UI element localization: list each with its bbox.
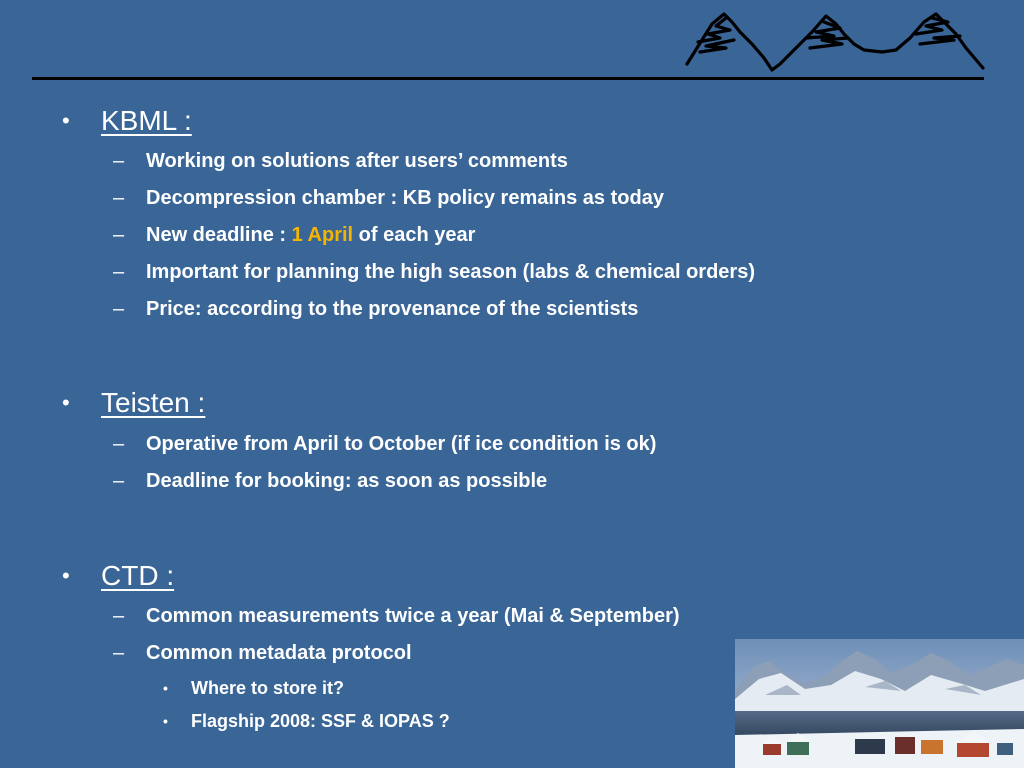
dash: – <box>113 642 125 664</box>
dash: – <box>113 187 125 209</box>
list-item-text: Common measurements twice a year (Mai & September) <box>146 605 680 627</box>
bullet: • <box>163 713 168 729</box>
bullet: • <box>62 390 70 415</box>
deadline-suffix: of each year <box>353 224 476 246</box>
bullet: • <box>62 563 70 588</box>
list-item-text <box>146 222 475 248</box>
dash: – <box>113 261 125 283</box>
list-item-text: Common metadata protocol <box>146 642 412 664</box>
list-item-text: Decompression chamber : KB policy remains as today <box>146 187 664 209</box>
sub-list-item-text: Where to store it? <box>191 678 345 698</box>
section-heading: KBML : <box>101 105 192 136</box>
deadline-prefix: New deadline : <box>146 224 292 246</box>
deadline-date-highlight: 1 April <box>291 224 354 246</box>
section-heading: Teisten : <box>101 387 206 418</box>
dash: – <box>113 150 125 172</box>
list-item-text: Deadline for booking: as soon as possible <box>146 470 548 492</box>
list-item-text: Price: according to the provenance of the scientists <box>146 298 639 320</box>
list-item-text: Operative from April to October (if ice condition is ok) <box>146 433 657 455</box>
dash: – <box>113 470 125 492</box>
list-item-text: Working on solutions after users’ comments <box>146 150 568 172</box>
dash: – <box>113 433 125 455</box>
dash: – <box>113 224 125 246</box>
bullet: • <box>163 680 168 696</box>
list-item-text: Important for planning the high season (labs & chemical orders) <box>146 261 755 283</box>
bullet: • <box>62 108 70 133</box>
dash: – <box>113 298 125 320</box>
section-heading: CTD : <box>101 560 175 591</box>
dash: – <box>113 605 125 627</box>
sub-list-item-text: Flagship 2008: SSF & IOPAS ? <box>191 711 450 731</box>
arctic-landscape-photo <box>735 639 1024 768</box>
